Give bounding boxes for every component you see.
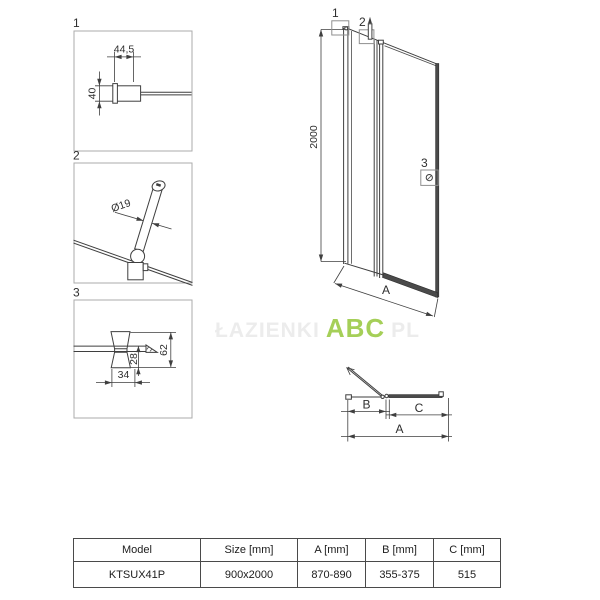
front-callout-1-label: 1 (332, 6, 339, 20)
detail-3-view (73, 286, 192, 419)
front-callout-2-label: 2 (359, 15, 366, 29)
detail-2-view (73, 149, 192, 286)
cell-b: 355-375 (366, 562, 434, 588)
detail-3-label: 3 (73, 285, 80, 300)
top-a-dim: A (395, 422, 404, 436)
cell-a: 870-890 (298, 562, 366, 588)
bottom-seal (381, 273, 438, 298)
top-view (341, 367, 452, 441)
watermark (215, 313, 420, 344)
col-b: B [mm] (366, 539, 434, 562)
wall-bracket-top (346, 395, 352, 399)
col-a: A [mm] (298, 539, 366, 562)
detail-3-inner-height-dim: 28 (128, 353, 140, 365)
detail-2-diameter-dim: Ø19 (109, 197, 133, 215)
support-bar-front (348, 29, 438, 65)
wall-profile-section (117, 86, 141, 101)
front-view (308, 6, 439, 317)
detail-1-view (73, 16, 192, 151)
front-width-dim: A (381, 283, 391, 297)
detail-2-label: 2 (73, 148, 80, 163)
watermark-right: PL (391, 319, 421, 342)
detail-1-label: 1 (73, 16, 80, 30)
support-pin (368, 24, 372, 39)
detail-3-outer-height-dim: 62 (158, 344, 170, 356)
top-b-dim: B (362, 397, 371, 412)
glass-panel-top (389, 395, 442, 398)
spec-table-row (74, 562, 501, 588)
spec-table (73, 538, 501, 588)
hinge-pivot (381, 395, 384, 398)
ball-joint (131, 249, 145, 263)
front-callout-3-label: 3 (421, 156, 428, 170)
glass-clamp (128, 263, 143, 280)
detail-1-width-dim: 44,5 (113, 43, 135, 56)
cell-size: 900x2000 (201, 562, 298, 588)
col-c: C [mm] (434, 539, 501, 562)
col-size: Size [mm] (201, 539, 298, 562)
knob-top-view (439, 392, 443, 397)
col-model: Model (74, 539, 201, 562)
watermark-brand: ABC (325, 313, 386, 343)
detail-1-height-dim: 40 (86, 87, 99, 100)
spec-table-header-row (74, 539, 501, 562)
watermark-left: ŁAZIENKI (215, 319, 320, 342)
top-c-dim: C (414, 401, 424, 415)
detail-3-width-dim: 34 (117, 369, 130, 381)
cell-c: 515 (434, 562, 501, 588)
hinge-column (374, 40, 383, 277)
door-open-position (348, 368, 382, 396)
front-height-dim: 2000 (308, 125, 320, 149)
cell-model: KTSUX41P (74, 562, 201, 588)
